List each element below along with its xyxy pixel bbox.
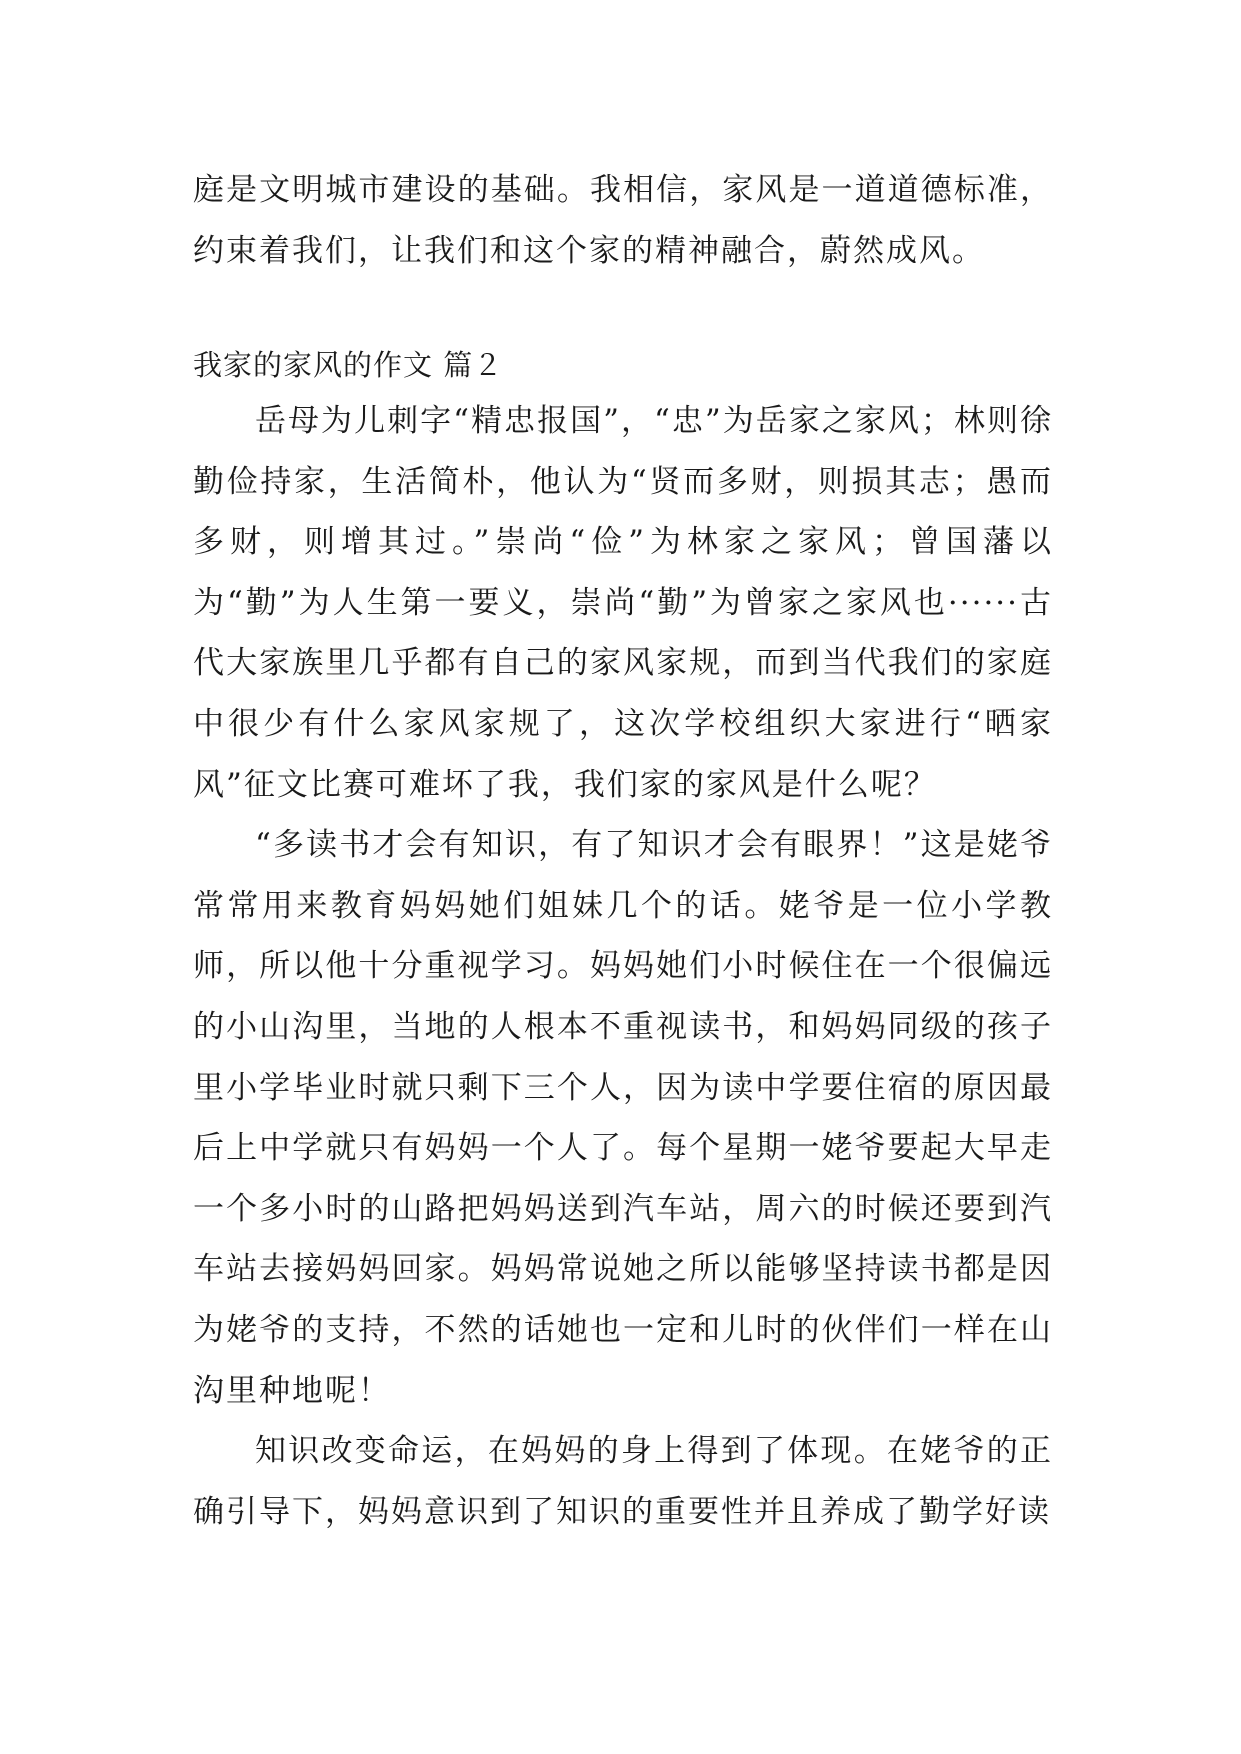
continuation-text: 庭是文明城市建设的基础。我相信，家风是一道道德标准，约束着我们，让我们和这个家的精神融合，蔚然成风。: [193, 172, 1053, 269]
essay-body: [193, 391, 1053, 1542]
paragraph: 岳母为儿刺字“精忠报国”，“忠”为岳家之家风；林则徐勤俭持家，生活简朴，他认为“贤而多财，则损其志；愚而多财，则增其过。”崇尚“俭”为林家之家风；曾国藩以为“勤”为人生第一要义，崇尚“勤”为曾家之家风也······古代大家族里几乎都有自己的家风家规，而到当代我们的家庭中很少有什么家风家规了，这次学校组织大家进行“晒家风”征文比赛可难坏了我，我们家的家风是什么呢？: [193, 403, 1053, 803]
paragraph: 知识改变命运，在妈妈的身上得到了体现。在姥爷的正确引导下，妈妈意识到了知识的重要性并且养成了勤学好读: [193, 1433, 1053, 1530]
continuation-paragraph: [193, 160, 1053, 281]
section-title: 我家的家风的作文 篇２: [193, 348, 504, 382]
paragraph: “多读书才会有知识，有了知识才会有眼界！”这是姥爷常常用来教育妈妈她们姐妹几个的话。姥爷是一位小学教师，所以他十分重视学习。妈妈她们小时候住在一个很偏远的小山沟里，当地的人根本不重视读书，和妈妈同级的孩子里小学毕业时就只剩下三个人，因为读中学要住宿的原因最后上中学就只有妈妈一个人了。每个星期一姥爷要起大早走一个多小时的山路把妈妈送到汽车站，周六的时候还要到汽车站去接妈妈回家。妈妈常说她之所以能够坚持读书都是因为姥爷的支持，不然的话她也一定和儿时的伙伴们一样在山沟里种地呢！: [193, 827, 1053, 1409]
